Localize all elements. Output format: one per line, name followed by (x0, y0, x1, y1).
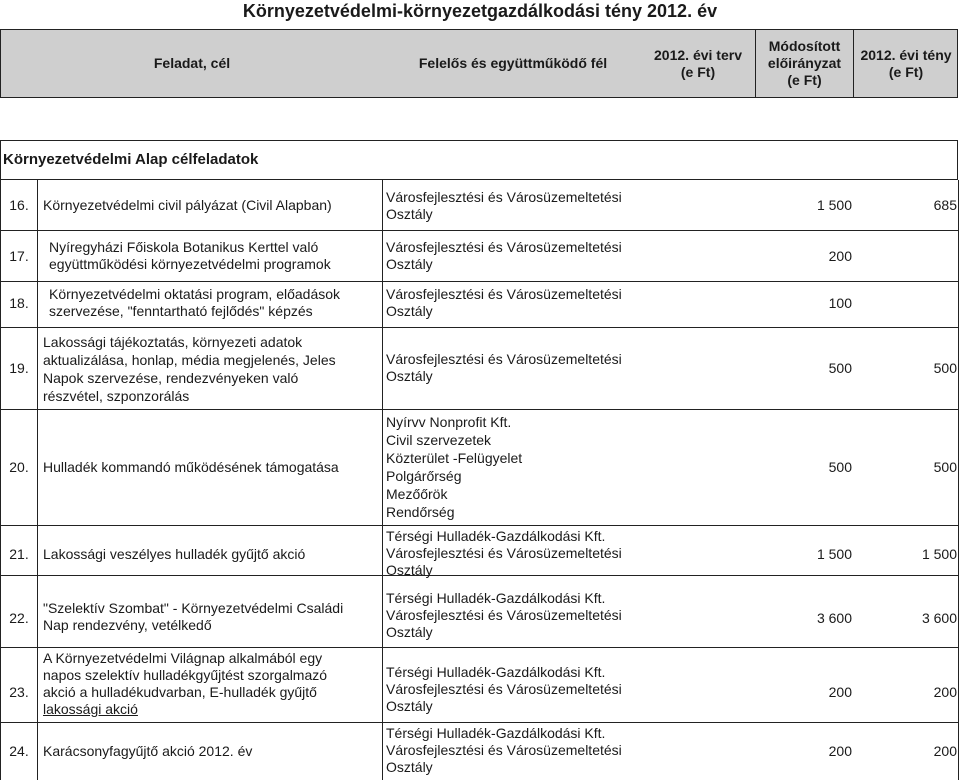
modified-value: 1 500 (816, 197, 852, 213)
table-border-right (958, 180, 959, 780)
responsible-line: Osztály (386, 562, 433, 578)
row-responsible (386, 351, 642, 385)
header-responsible (383, 30, 643, 97)
responsible-line: Térségi Hulladék-Gazdálkodási Kft. (386, 590, 606, 606)
responsible-line: Térségi Hulladék-Gazdálkodási Kft. (386, 664, 606, 680)
modified-value: 500 (828, 360, 852, 376)
actual-value: 1 500 (921, 546, 957, 562)
responsible-line: Rendőrség (386, 504, 455, 520)
row-number: 18. (9, 295, 29, 311)
header-actual-line: (e Ft) (888, 63, 924, 80)
task-line: Nyíregyházi Főiskola Botanikus Kerttel való (49, 239, 319, 255)
header-plan-line: (e Ft) (680, 63, 716, 80)
row-divider (0, 525, 959, 526)
row-task (43, 197, 378, 214)
column-divider (37, 180, 38, 780)
row-divider (0, 409, 959, 410)
responsible-line: Közterület -Felügyelet (386, 450, 523, 466)
modified-value: 500 (828, 459, 852, 475)
header-modified (756, 30, 853, 97)
row-responsible (386, 286, 642, 320)
task-line: Nap rendezvény, vetélkedő (43, 617, 212, 633)
section-header (0, 140, 958, 180)
task-line: "Szelektív Szombat" - Környezetvédelmi Családi (43, 600, 344, 616)
task-line: Hulladék kommandó működésének támogatása (43, 459, 339, 475)
row-task (43, 650, 378, 718)
header-modified-line: előirányzat (767, 55, 842, 71)
modified-value: 100 (828, 295, 852, 311)
responsible-line: Osztály (386, 368, 433, 384)
responsible-line: Osztály (386, 624, 433, 640)
row-responsible (386, 664, 642, 715)
task-line: akció a hulladékudvarban, E-hulladék gyűjtő (43, 684, 317, 700)
task-line: Napok szervezése, rendezvényeken való (43, 370, 299, 386)
row-responsible (386, 725, 642, 776)
responsible-line: Térségi Hulladék-Gazdálkodási Kft. (386, 725, 606, 741)
responsible-line: Városfejlesztési és Városüzemeltetési (386, 607, 622, 623)
responsible-line: Civil szervezetek (386, 432, 492, 448)
responsible-line: Polgárőrség (386, 468, 462, 484)
row-task (49, 286, 379, 320)
task-line: Lakossági tájékoztatás, környezeti adatok (43, 334, 303, 350)
task-line: lakossági akció (43, 701, 138, 717)
responsible-line: Városfejlesztési és Városüzemeltetési (386, 239, 622, 255)
row-responsible (386, 239, 642, 273)
row-task (43, 333, 378, 405)
table-border-left (0, 180, 1, 780)
row-task (49, 239, 379, 273)
row-number: 24. (9, 743, 29, 759)
actual-value: 500 (933, 360, 957, 376)
row-task (43, 546, 378, 563)
task-line: napos szelektív hulladékgyűjtést szorgalmazó (43, 667, 328, 683)
row-divider (0, 327, 959, 328)
responsible-line: Osztály (386, 759, 433, 775)
header-plan-line: 2012. évi terv (654, 46, 742, 63)
responsible-line: Városfejlesztési és Városüzemeltetési (386, 189, 622, 205)
row-task (43, 743, 378, 760)
responsible-line: Mezőőrök (386, 486, 448, 502)
task-line: szervezése, "fenntartható fejlődés" képzés (49, 303, 313, 319)
actual-value: 200 (933, 743, 957, 759)
header-modified-line: Módosított (768, 38, 841, 54)
header-modified-line: (e Ft) (787, 72, 822, 88)
section-title: Környezetvédelmi Alap célfeladatok (3, 151, 259, 168)
task-line: Lakossági veszélyes hulladék gyűjtő akció (43, 546, 306, 562)
actual-value: 685 (933, 197, 957, 213)
header-plan (643, 30, 753, 97)
responsible-line: Városfejlesztési és Városüzemeltetési (386, 351, 622, 367)
task-line: Környezetvédelmi civil pályázat (Civil Alapban) (43, 197, 332, 213)
row-divider (0, 281, 959, 282)
responsible-line: Térségi Hulladék-Gazdálkodási Kft. (386, 528, 606, 544)
header-task (1, 30, 383, 97)
task-line: együttműködési környezetvédelmi programok (49, 256, 331, 272)
actual-value: 200 (933, 684, 957, 700)
responsible-line: Osztály (386, 698, 433, 714)
responsible-line: Városfejlesztési és Városüzemeltetési (386, 681, 622, 697)
row-number: 23. (9, 684, 29, 700)
task-line: Környezetvédelmi oktatási program, előadások (49, 286, 341, 302)
responsible-line: Osztály (386, 256, 433, 272)
row-responsible (386, 413, 642, 521)
actual-value: 3 600 (921, 610, 957, 626)
header-task-label: Feladat, cél (153, 55, 231, 71)
row-number: 17. (9, 248, 29, 264)
row-divider (0, 722, 959, 723)
header-actual-line: 2012. évi tény (860, 46, 952, 63)
task-line: aktualizálása, honlap, média megjelenés, Jeles (43, 352, 336, 368)
document-title: Környezetvédelmi-környezetgazdálkodási tény 2012. év (242, 1, 718, 21)
responsible-line: Osztály (386, 303, 433, 319)
header-actual (854, 30, 958, 97)
header-responsible-label: Felelős és együttműködő fél (418, 55, 608, 71)
modified-value: 200 (828, 684, 852, 700)
responsible-line: Városfejlesztési és Városüzemeltetési (386, 545, 622, 561)
row-number: 22. (9, 610, 29, 626)
column-divider (382, 180, 383, 780)
row-task (43, 600, 378, 634)
modified-value: 200 (828, 743, 852, 759)
responsible-line: Városfejlesztési és Városüzemeltetési (386, 742, 622, 758)
row-number: 21. (9, 546, 29, 562)
responsible-line: Városfejlesztési és Városüzemeltetési (386, 286, 622, 302)
responsible-line: Osztály (386, 206, 433, 222)
actual-value: 500 (933, 459, 957, 475)
row-task (43, 459, 378, 476)
row-responsible (386, 590, 642, 641)
row-responsible (386, 528, 642, 579)
row-responsible (386, 189, 642, 223)
task-line: A Környezetvédelmi Világnap alkalmából egy (43, 650, 323, 666)
table-header (0, 29, 958, 98)
modified-value: 200 (828, 248, 852, 264)
task-line: Karácsonyfagyűjtő akció 2012. év (43, 743, 253, 759)
modified-value: 3 600 (816, 610, 852, 626)
row-divider (0, 230, 959, 231)
responsible-line: Nyírvv Nonprofit Kft. (386, 414, 512, 430)
modified-value: 1 500 (816, 546, 852, 562)
task-line: részvétel, szponzorálás (43, 388, 190, 404)
row-number: 16. (9, 197, 29, 213)
row-number: 20. (9, 459, 29, 475)
row-divider (0, 647, 959, 648)
row-number: 19. (9, 360, 29, 376)
